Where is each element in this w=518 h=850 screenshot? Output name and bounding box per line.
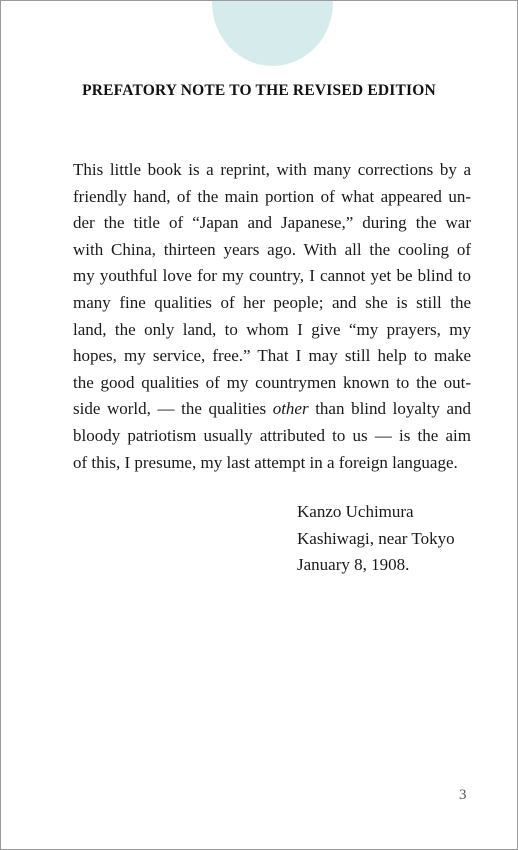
page-number: 3 xyxy=(459,787,467,803)
signature-date: January 8, 1908. xyxy=(297,555,410,575)
paragraph-line: bloody patriotism usually attributed to us — is the aim xyxy=(73,425,471,445)
paragraph-line: hopes, my service, free.” That I may still help to make xyxy=(73,346,471,366)
paragraph-line: friendly hand, of the main portion of what appeared un- xyxy=(73,186,471,206)
paragraph-line: land, the only land, to whom I give “my prayers, my xyxy=(73,319,471,339)
page-title: PREFATORY NOTE TO THE REVISED EDITION xyxy=(82,82,436,99)
paragraph-line: many fine qualities of her people; and she is still the xyxy=(73,292,471,312)
author-place: Kashiwagi, near Tokyo xyxy=(297,528,455,548)
author-name: Kanzo Uchimura xyxy=(297,502,414,521)
signature-block xyxy=(297,499,455,579)
paragraph-line xyxy=(73,396,471,423)
paragraph-line: This little book is a reprint, with many corrections by a xyxy=(73,160,471,179)
paragraph-line: der the title of “Japan and Japanese,” during the war xyxy=(73,213,471,233)
body-paragraph xyxy=(73,157,471,476)
decorative-circle xyxy=(212,0,333,66)
paragraph-line: of this, I presume, my last attempt in a foreign language. xyxy=(73,452,458,472)
line-text: than blind loyalty and xyxy=(308,399,471,419)
paragraph-line: the good qualities of my countrymen known to the out- xyxy=(73,372,471,392)
line-text: side world, — the qualities xyxy=(73,399,273,419)
paragraph-line: with China, thirteen years ago. With all the cooling of xyxy=(73,239,471,259)
emphasized-word: other xyxy=(272,399,309,419)
paragraph-line: my youthful love for my country, I cannot yet be blind to xyxy=(73,266,471,286)
